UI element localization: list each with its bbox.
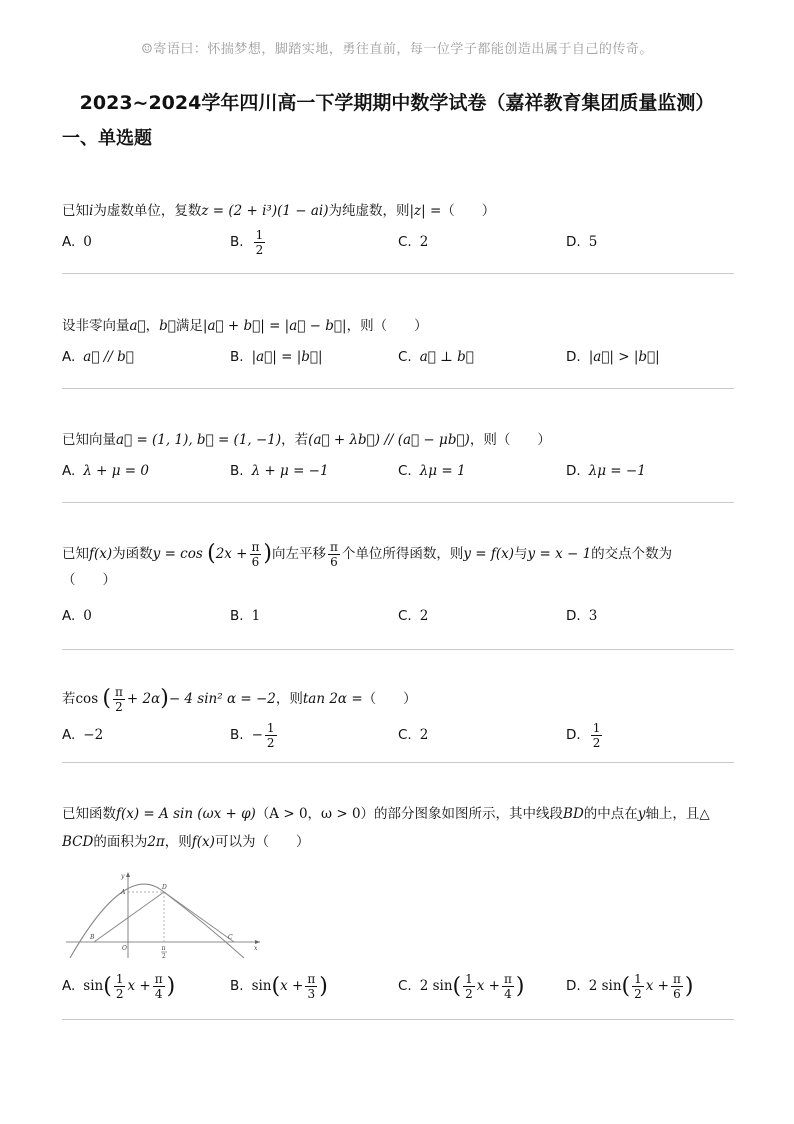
option-group [62, 225, 734, 259]
section-heading: 一、单选题 [62, 128, 152, 149]
option-b[interactable]: B. λ + μ = −1 [230, 463, 329, 479]
motto: ☺寄语曰：怀揣梦想，脚踏实地，勇往直前，每一位学子都能创造出属于自己的传奇。 [141, 42, 653, 57]
origin-label: O [122, 945, 127, 952]
fraction: $\frac{\pi}{6}$ [329, 539, 338, 569]
pi-label: π [161, 945, 166, 952]
option-c[interactable]: C. 2 [398, 608, 429, 624]
question-6-options [62, 964, 734, 1008]
a-label: A [121, 889, 126, 896]
option-d[interactable]: D. 5 [566, 234, 598, 250]
option-a[interactable]: A. 0 [62, 608, 92, 624]
option-b[interactable]: B. |a⃗| = |b⃗| [230, 349, 323, 365]
option-a[interactable]: A. λ + μ = 0 [62, 463, 150, 479]
option-d[interactable]: D. |a⃗| > |b⃗| [566, 349, 660, 365]
option-d[interactable]: D. $\frac{1}{2}$ [566, 720, 601, 750]
divider [62, 502, 734, 503]
option-a[interactable]: A. sin ( $\frac{1}{2}$ x + $\frac{\pi}{4}$ ) [62, 971, 176, 1001]
segment-dc [164, 892, 234, 942]
option-d[interactable]: D. 2 sin ( $\frac{1}{2}$ x + $\frac{\pi}{6}$ ) [566, 971, 694, 1001]
option-c[interactable]: C. a⃗ ⊥ b⃗ [398, 349, 474, 365]
option-c[interactable]: C. 2 sin ( $\frac{1}{2}$ x + $\frac{\pi}{4}$ ) [398, 971, 525, 1001]
option-b[interactable]: B. sin ( x + $\frac{\pi}{3}$ ) [230, 971, 328, 1001]
option-group [62, 599, 734, 633]
option-a[interactable]: A. a⃗ // b⃗ [62, 349, 134, 365]
fraction: $\frac{\pi}{2}$ [115, 684, 123, 714]
option-group [62, 716, 734, 754]
question-stem: 已知f(x)为函数y = cos (2x + $\frac{\pi}{6}$ )向左平移 $\frac{\pi}{6}$ 个单位所得函数，则y = f(x)与y = x − 1的交点个数为 [62, 539, 673, 569]
function-graph [66, 872, 266, 962]
question-stem: 若cos ( $\frac{\pi}{2}$ + 2α)− 4 sin² α = −2，则tan 2α =（ ） [62, 684, 417, 714]
question-stem: 已知函数f(x) = A sin (ωx + φ)（A > 0，ω > 0）的部分图象如图所示，其中线段BD的中点在y轴上，且△ [62, 806, 710, 822]
divider [62, 649, 734, 650]
c-label: C [228, 934, 233, 941]
option-d[interactable]: D. 3 [566, 608, 598, 624]
segment-bd [94, 892, 164, 942]
option-a[interactable]: A. 0 [62, 234, 92, 250]
question-stem: 已知向量a⃗ = (1, 1), b⃗ = (1, −1)，若(a⃗ + λb⃗) // (a⃗ − μb⃗)，则（ ） [62, 432, 551, 448]
option-a[interactable]: A. −2 [62, 727, 104, 743]
question-2 [62, 312, 734, 374]
option-b[interactable]: B. − $\frac{1}{2}$ [230, 720, 275, 750]
divider [62, 1019, 734, 1020]
y-axis-arrow [126, 872, 130, 877]
option-group [62, 964, 734, 1008]
x-axis-arrow [255, 940, 260, 944]
question-stem: 设非零向量a⃗，b⃗满足|a⃗ + b⃗| = |a⃗ − b⃗|，则（ ） [62, 318, 428, 334]
option-group [62, 340, 734, 374]
fraction: $\frac{1}{2}$ [255, 227, 264, 257]
fraction: $\frac{\pi}{6}$ [251, 539, 260, 569]
question-6: 已知函数f(x) = A sin (ωx + φ)（A > 0，ω > 0）的部分图象如图所示，其中线段BD的中点在y轴上，且△ BCD的面积为2π，则f(x)可以为（ ） [62, 800, 734, 856]
sine-curve [70, 884, 244, 958]
d-label: D [162, 884, 167, 891]
option-d[interactable]: D. λμ = −1 [566, 463, 646, 479]
two-label: 2 [162, 953, 166, 960]
divider [62, 762, 734, 763]
divider [62, 388, 734, 389]
paper-title: 2023~2024学年四川高一下学期期中数学试卷（嘉祥教育集团质量监测） [79, 92, 715, 114]
b-label: B [90, 934, 95, 941]
option-c[interactable]: C. λμ = 1 [398, 463, 466, 479]
question-stem: 已知i为虚数单位，复数z = (2 + i³)(1 − ai)为纯虚数，则|z| =（ ） [62, 203, 496, 219]
option-c[interactable]: C. 2 [398, 727, 429, 743]
fraction: $\frac{1}{2}$ [266, 720, 275, 750]
question-4: 已知f(x)为函数y = cos (2x + $\frac{\pi}{6}$ )向左平移 $\frac{\pi}{6}$ 个单位所得函数，则y = f(x)与y = x − 1的交点个数为 （ ） A. 0 B. 1 C. 2 D. 3 [62, 537, 734, 633]
fraction: $\frac{1}{2}$ [592, 720, 601, 750]
divider [62, 273, 734, 274]
option-c[interactable]: C. 2 [398, 234, 429, 250]
x-label: x [254, 945, 258, 952]
question-3 [62, 426, 734, 488]
option-b[interactable]: B. $\frac{1}{2}$ [230, 227, 264, 257]
option-b[interactable]: B. 1 [230, 608, 261, 624]
question-5 [62, 682, 734, 754]
y-label: y [121, 873, 125, 880]
option-group [62, 454, 734, 488]
question-1 [62, 197, 734, 259]
